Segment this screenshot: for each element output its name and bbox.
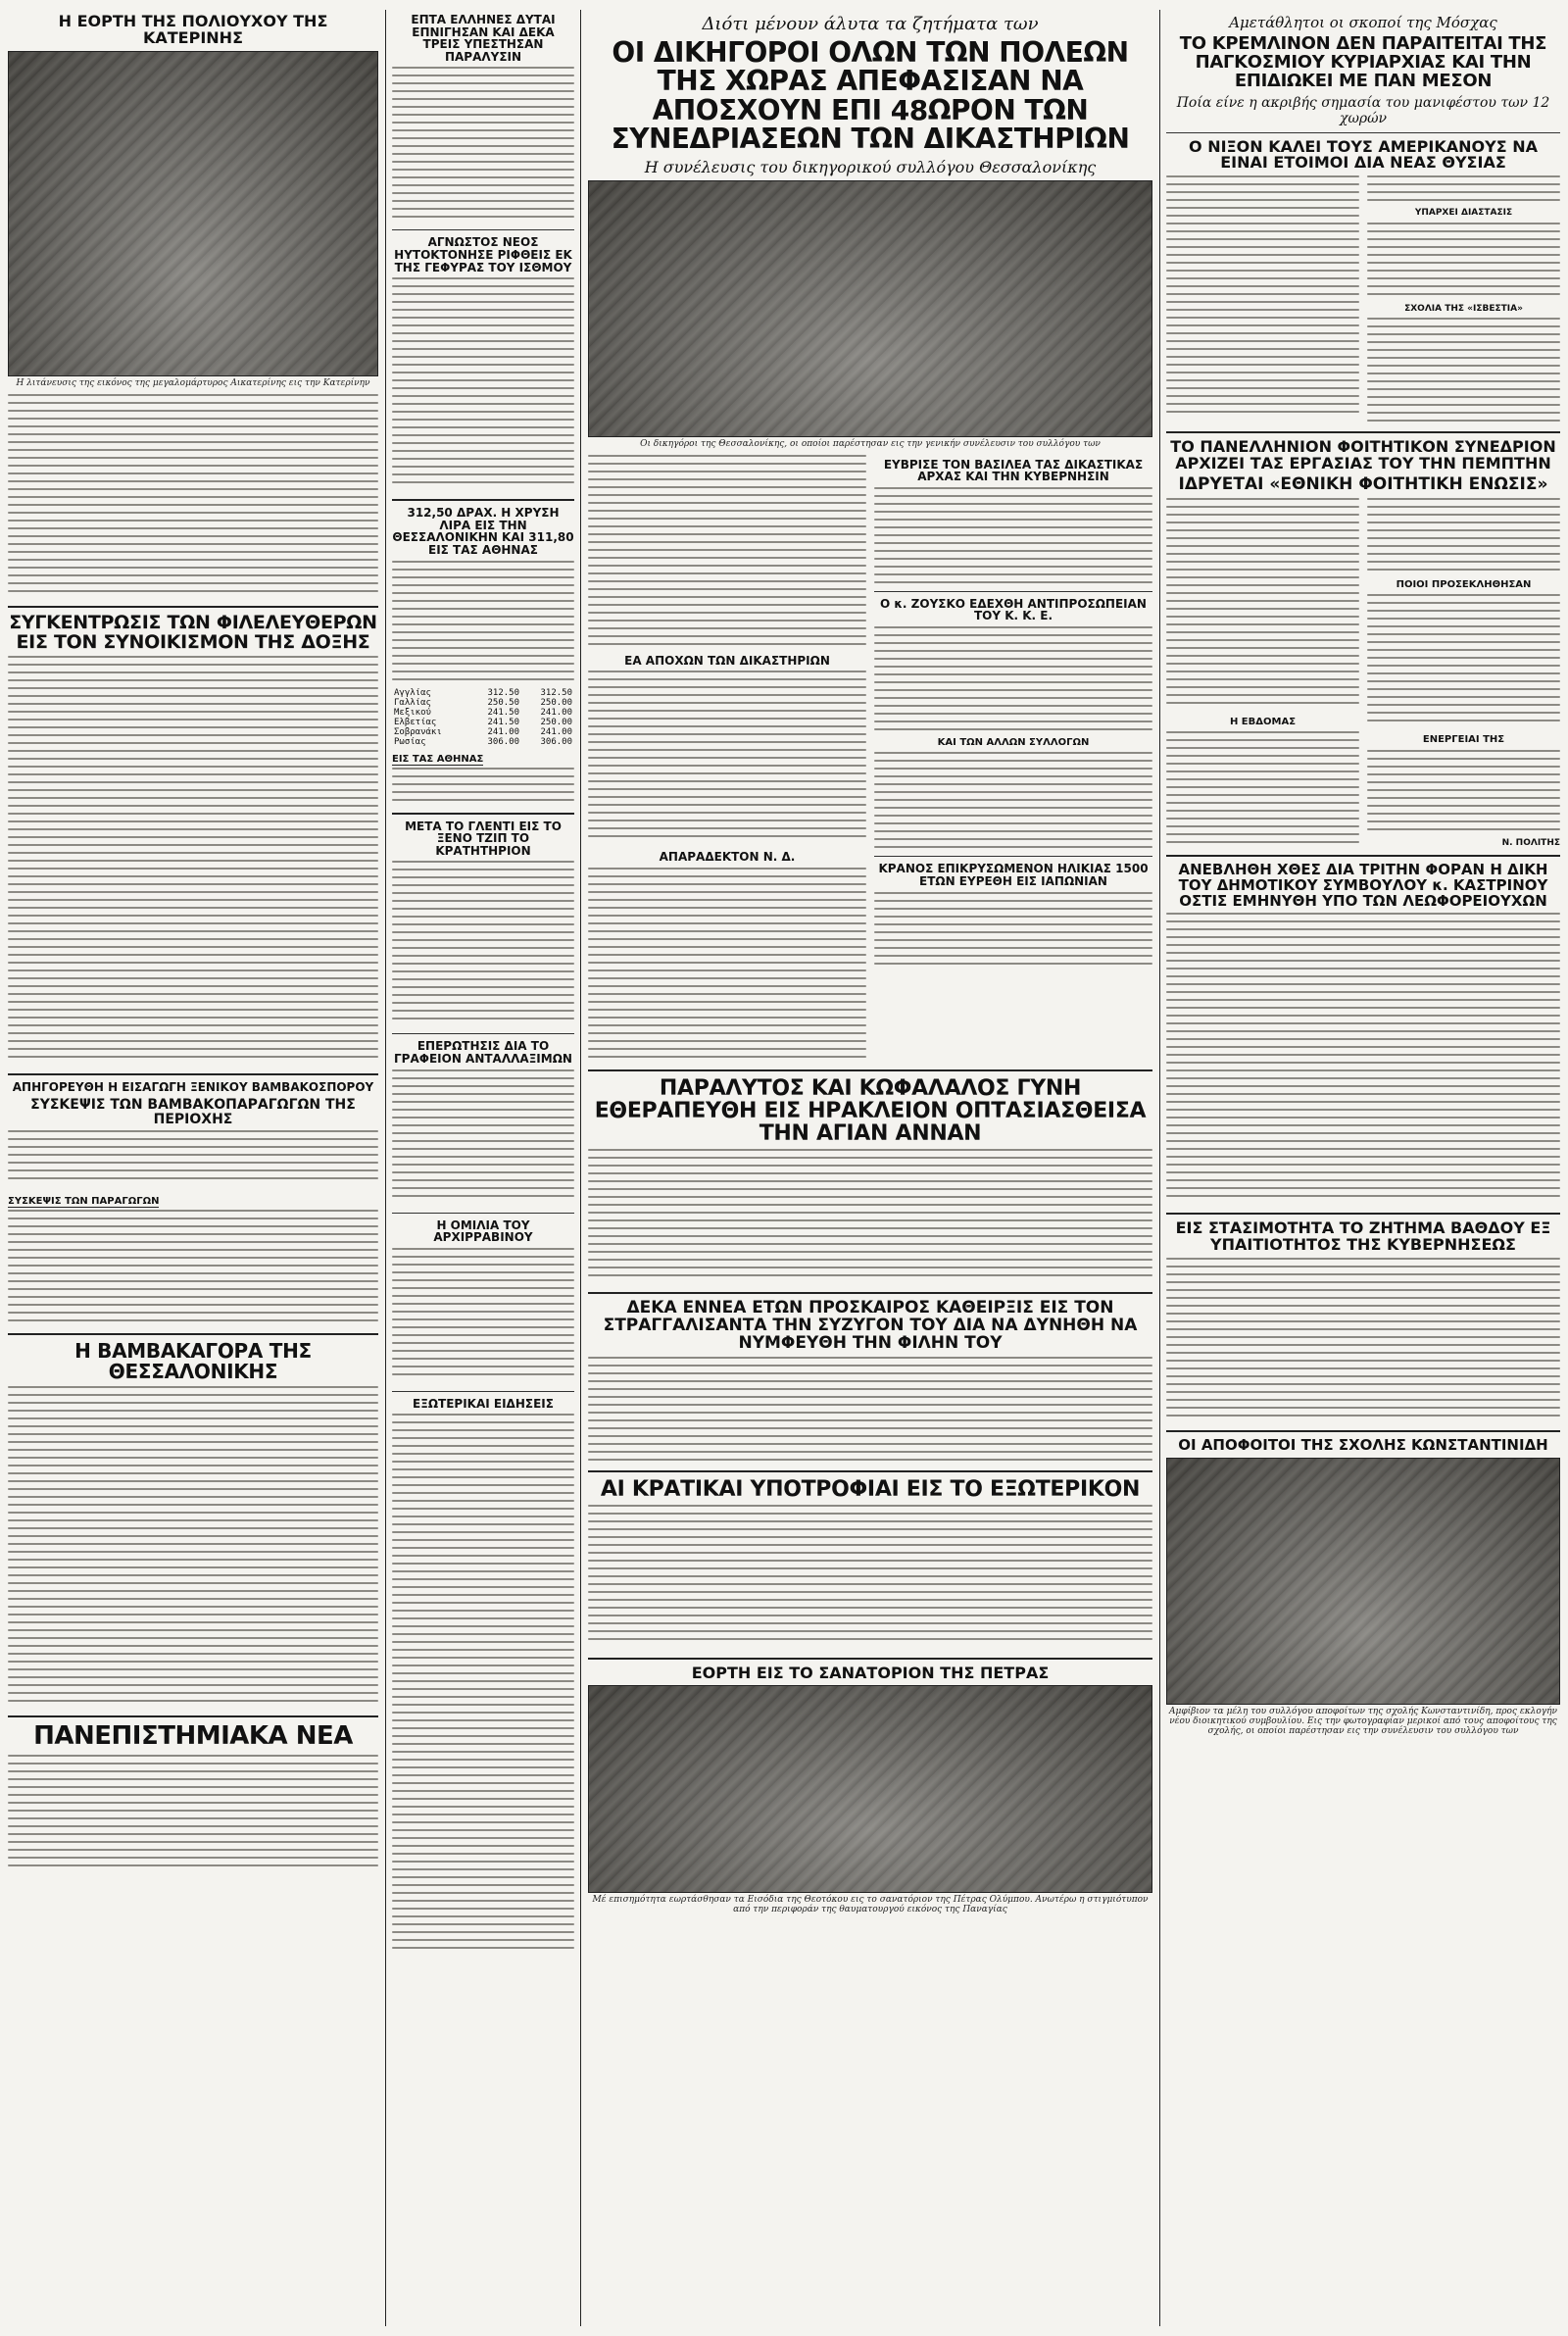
column-left: [8, 10, 378, 2326]
article-body: [1166, 731, 1359, 849]
table-cell: 241.00: [487, 726, 519, 737]
article-subhead: ΕΥΒΡΙΣΕ ΤΟΝ ΒΑΣΙΛΕΑ ΤΑΣ ΔΙΚΑΣΤΙΚΑΣ ΑΡΧΑΣ ΚΑΙ ΤΗΝ ΚΥΒΕΡΝΗΣΙΝ: [883, 457, 1144, 484]
article-body: [588, 671, 866, 847]
table-cell: Ελβετίας: [394, 717, 437, 727]
article-subhead: Ο κ. ΖΟΥΣΚΟ ΕΔΕΧΘΗ ΑΝΤΙΠΡΟΣΩΠΕΙΑΝ ΤΟΥ Κ. Κ. Ε.: [880, 596, 1147, 623]
article-body: [1166, 913, 1560, 1207]
article-body: [1367, 175, 1560, 205]
article-headline: ΑΝΕΒΛΗΘΗ ΧΘΕΣ ΔΙΑ ΤΡΙΤΗΝ ΦΟΡΑΝ Η ΔΙΚΗ ΤΟΥ ΔΗΜΟΤΙΚΟΥ ΣΥΜΒΟΥΛΟΥ κ. ΚΑΣΤΡΙΝΟΥ ΟΣΤΙΣ ΕΜΗΝΥΘΗ ΥΠΟ ΤΩΝ ΛΕΩΦΟΡΕΙΟΥΧΩΝ: [1178, 861, 1548, 910]
article-body: [8, 1130, 378, 1189]
article-body: [874, 626, 1152, 734]
photo-graduates: [1166, 1458, 1560, 1705]
photo-caption: Οι δικηγόροι της Θεσσαλονίκης, οι οποίοι παρέστησαν εις την γενικήν συνέλευσιν του συλλόγου των: [640, 438, 1101, 449]
article-subhead: ΚΑΙ ΤΩΝ ΑΛΛΩΝ ΣΥΛΛΟΓΩΝ: [937, 736, 1090, 748]
article-headline: ΕΟΡΤΗ ΕΙΣ ΤΟ ΣΑΝΑΤΟΡΙΟΝ ΤΗΣ ΠΕΤΡΑΣ: [691, 1663, 1050, 1682]
article-headline: ΑΠΗΓΟΡΕΥΘΗ Η ΕΙΣΑΓΩΓΗ ΞΕΝΙΚΟΥ ΒΑΜΒΑΚΟΣΠΟΡΟΥ: [12, 1080, 374, 1095]
article-headline: ΠΑΝΕΠΙΣΤΗΜΙΑΚΑ ΝΕΑ: [33, 1721, 353, 1752]
article-headline: Η ΟΜΙΛΙΑ ΤΟΥ ΑΡΧΙΡΡΑΒΙΝΟΥ: [433, 1218, 533, 1245]
article-body: [8, 656, 378, 1068]
article-subheadline: ΣΥΣΚΕΨΙΣ ΤΩΝ ΒΑΜΒΑΚΟΠΑΡΑΓΩΓΩΝ ΤΗΣ ΠΕΡΙΟΧΗΣ: [30, 1097, 356, 1127]
photo-lawyers-assembly: [588, 180, 1152, 437]
column-rule: [580, 10, 581, 2326]
table-cell: Αγγλίας: [394, 687, 431, 698]
photo-caption: Αμφίβιον τα μέλη του συλλόγου αποφοίτων της σχολής Κωνσταντινίδη, προς εκλογήν νέου διοικητικού συμβουλίου. Εις την φωτογραφίαν μερικοί από τους αποφοίτους της σχολής, οι οποίοι παρέστησαν εις την συνέλευσιν του συλλόγου των: [1169, 1706, 1557, 1736]
article-body: [392, 861, 574, 1027]
article-body: [8, 394, 378, 600]
article-body: [392, 1069, 574, 1207]
table-row: [392, 708, 574, 718]
article-headline: ΑΙ ΚΡΑΤΙΚΑΙ ΥΠΟΤΡΟΦΙΑΙ ΕΙΣ ΤΟ ΕΞΩΤΕΡΙΚΟΝ: [600, 1476, 1141, 1502]
main-headline: ΟΙ ΔΙΚΗΓΟΡΟΙ ΟΛΩΝ ΤΩΝ ΠΟΛΕΩΝ ΤΗΣ ΧΩΡΑΣ ΑΠΕΦΑΣΙΣΑΝ ΝΑ ΑΠΟΣΧΟΥΝ ΕΠΙ 48ΩΡΟΝ ΤΩΝ ΣΥΝΕΔΡΙΑΣΕΩΝ ΤΩΝ ΔΙΚΑΣΤΗΡΙΩΝ: [611, 36, 1130, 156]
table-cell: 312.50: [487, 687, 519, 698]
article-body: [392, 561, 574, 688]
article-body: [1166, 498, 1359, 714]
article-headline: ΕΞΩΤΕΡΙΚΑΙ ΕΙΔΗΣΕΙΣ: [413, 1396, 554, 1411]
table-cell: Ρωσίας: [394, 736, 426, 747]
article-headline: ΔΕΚΑ ΕΝΝΕΑ ΕΤΩΝ ΠΡΟΣΚΑΙΡΟΣ ΚΑΘΕΙΡΞΙΣ ΕΙΣ ΤΟΝ ΣΤΡΑΓΓΑΛΙΣΑΝΤΑ ΤΗΝ ΣΥΖΥΓΟΝ ΤΟΥ ΔΙΑ ΝΑ ΔΥΝΗΘΗ ΝΑ ΝΥΜΦΕΥΘΗ ΤΗΝ ΦΙΛΗΝ ΤΟΥ: [603, 1298, 1138, 1353]
table-cell: 250.00: [540, 717, 572, 727]
table-row: [392, 737, 574, 747]
table-cell: 241.00: [540, 726, 572, 737]
article-body: [1367, 498, 1560, 576]
article-headline: Η ΕΟΡΤΗ ΤΗΣ ΠΟΛΙΟΥΧΟΥ ΤΗΣ ΚΑΤΕΡΙΝΗΣ: [58, 12, 328, 47]
article-body: [588, 1505, 1152, 1652]
article-body: [392, 277, 574, 493]
article-subhead: ΕΝΕΡΓΕΙΑΙ ΤΗΣ: [1422, 734, 1505, 746]
article-body: [392, 1414, 574, 1963]
table-cell: 250.50: [487, 697, 519, 708]
article-subheadline: ΙΔΡΥΕΤΑΙ «ΕΘΝΙΚΗ ΦΟΙΤΗΤΙΚΗ ΕΝΩΣΙΣ»: [1178, 473, 1548, 494]
table-cell: 241.50: [487, 717, 519, 727]
section-label: ΣΥΣΚΕΨΙΣ ΤΩΝ ΠΑΡΑΓΩΓΩΝ: [8, 1196, 160, 1208]
table-cell: Σοβρανάκι: [394, 726, 442, 737]
article-body: [8, 1755, 378, 1872]
headline-kicker: Διότι μένουν άλυτα τα ζητήματα των: [702, 14, 1039, 34]
column-rule: [385, 10, 386, 2326]
table-row: [392, 698, 574, 708]
article-body: [588, 1357, 1152, 1465]
article-subhead: ΕΑ ΑΠΟΧΩΝ ΤΩΝ ΔΙΚΑΣΤΗΡΙΩΝ: [624, 653, 830, 668]
article-subheadline: Ποία είνε η ακριβής σημασία του μανιφέστου των 12 χωρών: [1176, 94, 1550, 126]
table-cell: Γαλλίας: [394, 697, 431, 708]
article-body: [874, 892, 1152, 970]
column-rule: [1159, 10, 1160, 2326]
article-body: [588, 455, 866, 651]
article-subhead: ΚΡΑΝΟΣ ΕΠΙΚΡΥΣΩΜΕΝΟΝ ΗΛΙΚΙΑΣ 1500 ΕΤΩΝ ΕΥΡΕΘΗ ΕΙΣ ΙΑΠΩΝΙΑΝ: [878, 862, 1149, 889]
photo-caption: Μέ επισημότητα εωρτάσθησαν τα Εισόδια της Θεοτόκου εις το σανατόριον της Πέτρας Ολύμπου. Ανωτέρω η στιγμιότυπον από την περιφοράν της θαυματουργού εικόνος της Παναγίας: [592, 1895, 1149, 1915]
article-headline: ΤΟ ΠΑΝΕΛΛΗΝΙΟΝ ΦΟΙΤΗΤΙΚΟΝ ΣΥΝΕΔΡΙΟΝ ΑΡΧΙΖΕΙ ΤΑΣ ΕΡΓΑΣΙΑΣ ΤΟΥ ΤΗΝ ΠΕΜΠΤΗΝ: [1170, 437, 1556, 472]
article-body: [1367, 318, 1560, 425]
article-headline: ΕΙΣ ΣΤΑΣΙΜΟΤΗΤΑ ΤΟ ΖΗΤΗΜΑ ΒΑΘΔΟΥ ΕΞ ΥΠΑΙΤΙΟΤΗΤΟΣ ΤΗΣ ΚΥΒΕΡΝΗΣΕΩΣ: [1175, 1218, 1551, 1255]
table-cell: 250.00: [540, 697, 572, 708]
article-body: [1367, 223, 1560, 301]
article-body: [1367, 594, 1560, 731]
article-headline: ΟΙ ΑΠΟΦΟΙΤΟΙ ΤΗΣ ΣΧΟΛΗΣ ΚΩΝΣΤΑΝΤΙΝΙΔΗ: [1178, 1435, 1548, 1454]
table-row: [392, 727, 574, 737]
article-body: [588, 868, 866, 1064]
article-headline: Ο ΝΙΞΟΝ ΚΑΛΕΙ ΤΟΥΣ ΑΜΕΡΙΚΑΝΟΥΣ ΝΑ ΕΙΝΑΙ ΕΤΟΙΜΟΙ ΔΙΑ ΝΕΑΣ ΘΥΣΙΑΣ: [1189, 136, 1538, 173]
section-label: ΕΙΣ ΤΑΣ ΑΘΗΝΑΣ: [392, 753, 484, 765]
table-cell: 306.00: [540, 736, 572, 747]
article-subhead: ΥΠΑΡΧΕΙ ΔΙΑΣΤΑΣΙΣ: [1414, 208, 1513, 219]
article-body: [588, 1149, 1152, 1286]
column-main: [588, 10, 1152, 2326]
table-cell: 241.00: [540, 707, 572, 718]
article-body: [8, 1386, 378, 1710]
article-body: [1166, 175, 1359, 421]
article-headline: ΤΟ ΚΡΕΜΛΙΝΟΝ ΔΕΝ ΠΑΡΑΙΤΕΙΤΑΙ ΤΗΣ ΠΑΓΚΟΣΜΙΟΥ ΚΥΡΙΑΡΧΙΑΣ ΚΑΙ ΤΗΝ ΕΠΙΔΙΩΚΕΙ ΜΕ ΠΑΝ ΜΕΣΟΝ: [1179, 33, 1547, 91]
table-cell: Μεξικού: [394, 707, 431, 718]
article-headline: ΑΓΝΩΣΤΟΣ ΝΕΟΣ ΗΥΤΟΚΤΟΝΗΣΕ ΡΙΦΘΕΙΣ ΕΚ ΤΗΣ ΓΕΦΥΡΑΣ ΤΟΥ ΙΣΘΜΟΥ: [394, 235, 572, 274]
article-body: [1367, 750, 1560, 838]
main-subheadline: Η συνέλευσις του δικηγορικού συλλόγου Θεσσαλονίκης: [644, 157, 1097, 176]
photo-caption: Η λιτάνευσις της εικόνος της μεγαλομάρτυρος Αικατερίνης εις την Κατερίνην: [16, 377, 370, 388]
article-body: [874, 487, 1152, 585]
article-headline: ΣΥΓΚΕΝΤΡΩΣΙΣ ΤΩΝ ΦΙΛΕΛΕΥΘΕΡΩΝ ΕΙΣ ΤΟΝ ΣΥΝΟΙΚΙΣΜΟΝ ΤΗΣ ΔΟΞΗΣ: [9, 611, 377, 653]
author-signature: Ν. ΠΟΛΙΤΗΣ: [1501, 837, 1560, 848]
gold-price-table: [392, 688, 574, 747]
article-headline: ΕΠΕΡΩΤΗΣΙΣ ΔΙΑ ΤΟ ΓΡΑΦΕΙΟΝ ΑΝΤΑΛΛΑΞΙΜΩΝ: [394, 1039, 572, 1066]
photo-procession: [8, 51, 378, 376]
headline-kicker: Αμετάθλητοι οι σκοποί της Μόσχας: [1229, 14, 1497, 31]
table-cell: 306.00: [487, 736, 519, 747]
article-body: [874, 752, 1152, 850]
table-row: [392, 718, 574, 727]
column-second: [392, 10, 574, 2326]
article-headline: Η ΒΑΜΒΑΚΑΓΟΡΑ ΤΗΣ ΘΕΣΣΑΛΟΝΙΚΗΣ: [74, 1339, 312, 1384]
article-headline: 312,50 ΔΡΑΧ. Η ΧΡΥΣΗ ΛΙΡΑ ΕΙΣ ΤΗΝ ΘΕΣΣΑΛΟΝΙΚΗΝ ΚΑΙ 311,80 ΕΙΣ ΤΑΣ ΑΘΗΝΑΣ: [392, 506, 574, 557]
table-cell: 312.50: [540, 687, 572, 698]
article-headline: ΕΠΤΑ ΕΛΛΗΝΕΣ ΔΥΤΑΙ ΕΠΝΙΓΗΣΑΝ ΚΑΙ ΔΕΚΑ ΤΡΕΙΣ ΥΠΕΣΤΗΣΑΝ ΠΑΡΑΛΥΣΙΝ: [411, 13, 556, 64]
article-headline: ΜΕΤΑ ΤΟ ΓΛΕΝΤΙ ΕΙΣ ΤΟ ΞΕΝΟ ΤΖΙΠ ΤΟ ΚΡΑΤΗΤΗΡΙΟΝ: [405, 819, 562, 858]
table-cell: 241.50: [487, 707, 519, 718]
article-subhead: Η ΕΒΔΟΜΑΣ: [1229, 716, 1297, 727]
article-body: [8, 1210, 378, 1327]
article-subhead: ΣΧΟΛΙΑ ΤΗΣ «ΙΣΒΕΣΤΙΑ»: [1404, 303, 1523, 314]
article-subhead: ΑΠΑΡΑΔΕΚΤΟΝ Ν. Δ.: [659, 850, 796, 865]
article-body: [392, 1248, 574, 1385]
article-body: [392, 768, 574, 807]
table-row: [392, 688, 574, 698]
column-right: [1166, 10, 1560, 2326]
article-headline: ΠΑΡΑΛΥΤΟΣ ΚΑΙ ΚΩΦΑΛΑΛΟΣ ΓΥΝΗ ΕΘΕΡΑΠΕΥΘΗ ΕΙΣ ΗΡΑΚΛΕΙΟΝ ΟΠΤΑΣΙΑΣΘΕΙΣΑ ΤΗΝ ΑΓΙΑΝ ΑΝΝΑΝ: [594, 1075, 1147, 1146]
article-subhead: ΠΟΙΟΙ ΠΡΟΣΕΚΛΗΘΗΣΑΝ: [1396, 578, 1532, 590]
article-body: [392, 67, 574, 224]
photo-sanatorium: [588, 1685, 1152, 1893]
article-body: [1166, 1258, 1560, 1424]
